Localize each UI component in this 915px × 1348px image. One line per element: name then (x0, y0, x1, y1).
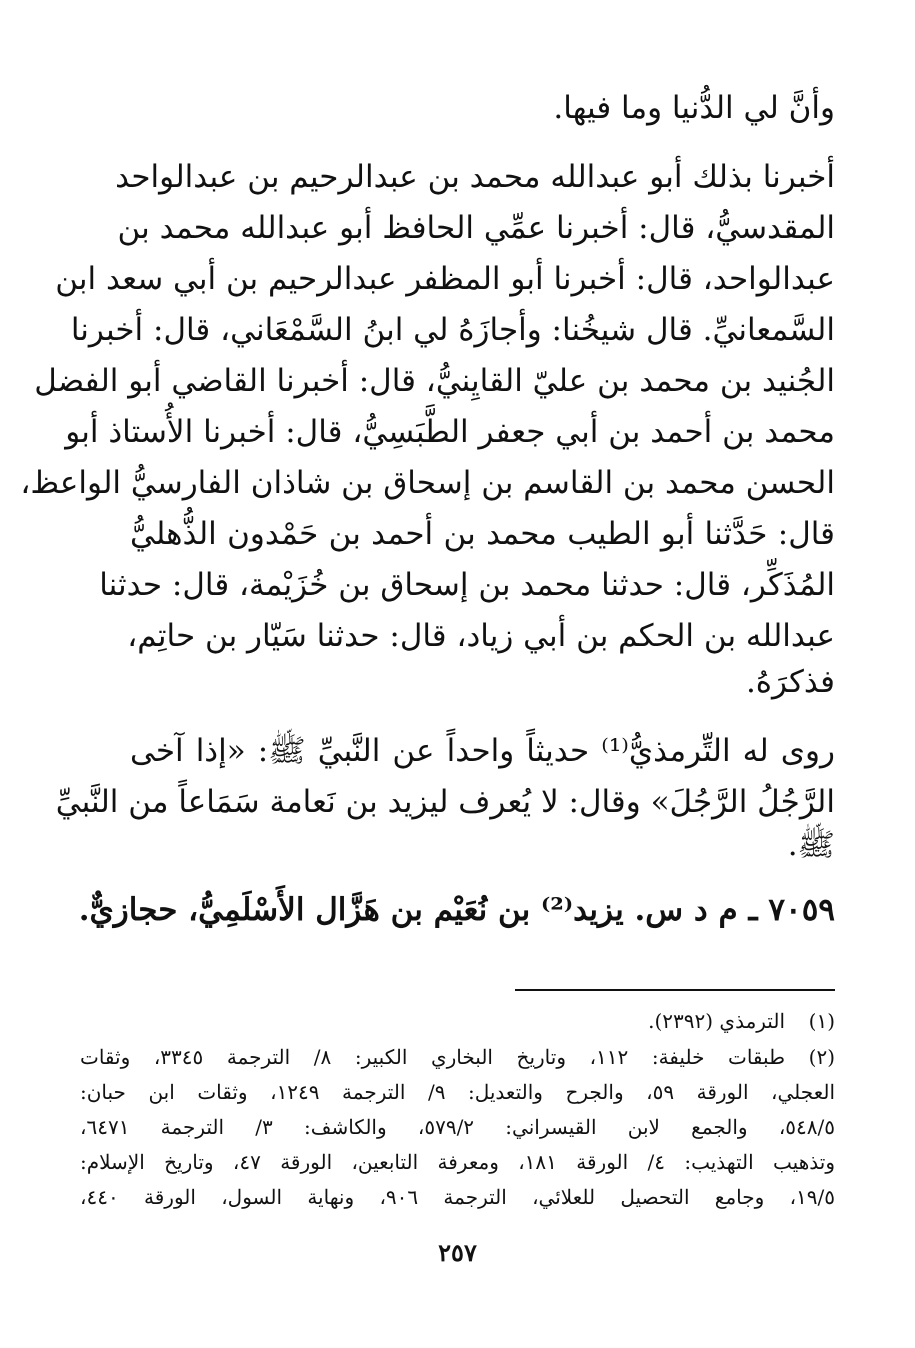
text-line: المقدسيُّ، قال: أخبرنا عمِّي الحافظ أبو عبدالله محمد بن (117, 210, 835, 246)
text-line: أخبرنا بذلك أبو عبدالله محمد بن عبدالرحيم بن عبدالواحد (115, 159, 835, 195)
footnote-separator (515, 989, 835, 991)
page-number: ٢٥٧ (438, 1238, 477, 1267)
text-line: الجُنيد بن محمد بن عليّ القايِنيُّ، قال: أخبرنا القاضي أبو الفضل (34, 363, 835, 399)
text-line: محمد بن أحمد بن أبي جعفر الطَّبَسِيُّ، قال: أخبرنا الأُستاذ أبو (65, 414, 835, 450)
text-line: المُذَكِّر، قال: حدثنا محمد بن إسحاق بن خُزَيْمة، قال: حدثنا (99, 567, 835, 603)
text-line: فذكرَهُ. (745, 664, 835, 700)
text-line: روى له التِّرمذيُّ⁽¹⁾ حديثاً واحداً عن النَّبيِّ ﷺ: «إذا آخى (130, 733, 835, 769)
text-line: ﷺ. (787, 827, 835, 863)
footnote-line: العجلي، الورقة ٥٩، والجرح والتعديل: ٩/ الترجمة ١٢٤٩، وثقات ابن حبان: (80, 1080, 836, 1104)
text-line: قال: حَدَّثنا أبو الطيب محمد بن أحمد بن حَمْدون الذُّهليُّ (130, 516, 835, 552)
footnote-line: الترمذي (٢٣٩٢). (648, 1009, 785, 1033)
text-line: السَّمعانيِّ. قال شيخُنا: وأجازَهُ لي ابنُ السَّمْعَاني، قال: أخبرنا (70, 312, 835, 348)
text-line: الرَّجُلُ الرَّجُلَ» وقال: لا يُعرف ليزيد بن نَعامة سَمَاعاً من النَّبيِّ (55, 784, 835, 820)
text-line: الحسن محمد بن القاسم بن إسحاق بن شاذان الفارسيُّ الواعظ، (20, 465, 835, 501)
main-text (20, 0, 835, 960)
footnote-line: ١٩/٥، وجامع التحصيل للعلائي، الترجمة ٩٠٦، ونهاية السول، الورقة ٤٤٠، (80, 1185, 835, 1209)
footnote-line: ٥٤٨/٥، والجمع لابن القيسراني: ٥٧٩/٢، والكاشف: ٣/ الترجمة ٦٤٧١، (80, 1115, 835, 1139)
footnote-number: (١) (808, 1009, 835, 1033)
text-line: عبدالله بن الحكم بن أبي زياد، قال: حدثنا سَيّار بن حاتِم، (127, 618, 835, 654)
text-line: عبدالواحد، قال: أخبرنا أبو المظفر عبدالرحيم بن أبي سعد ابن (55, 261, 835, 297)
footnote-line: وتذهيب التهذيب: ٤/ الورقة ١٨١، ومعرفة التابعين، الورقة ٤٧، وتاريخ الإسلام: (80, 1150, 835, 1174)
entry-heading: ٧٠٥٩ ـ م د س. يزيد⁽²⁾ بن نُعَيْم بن هَزَّال الأَسْلَمِيُّ، حجازيٌّ. (78, 892, 835, 928)
text-line: وأنَّ لي الدُّنيا وما فيها. (553, 90, 835, 126)
footnote-number: (٢) (808, 1045, 835, 1069)
footnote-line: طبقات خليفة: ١١٢، وتاريخ البخاري الكبير: ٨/ الترجمة ٣٣٤٥، وثقات (80, 1045, 786, 1069)
